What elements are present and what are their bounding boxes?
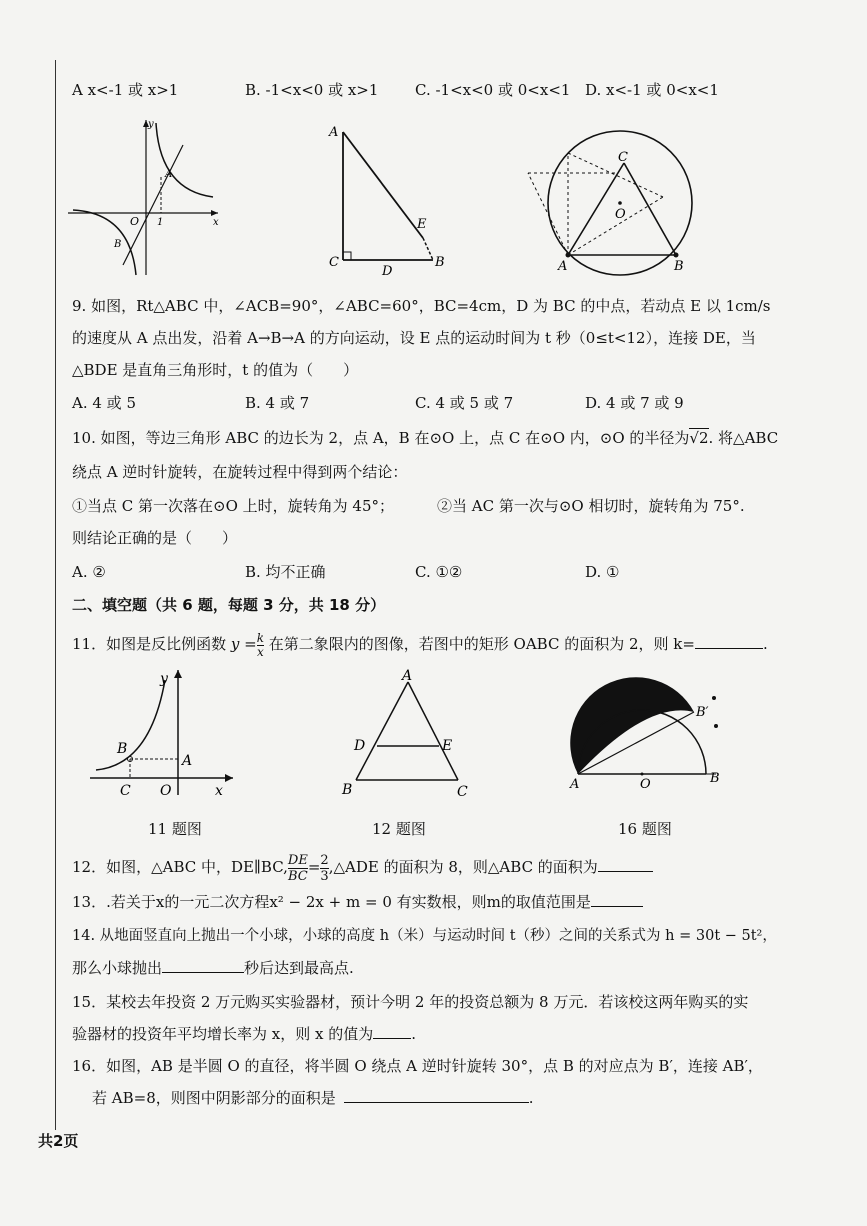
q10-conclusion-1: ①当点 C 第一次落在⊙O 上时，旋转角为 45°； bbox=[72, 497, 395, 515]
fig-q11-label-o: O bbox=[160, 783, 172, 799]
q14-line-2 bbox=[72, 958, 354, 978]
q10-sqrt: √2 bbox=[689, 429, 709, 447]
q15-line-2-pre: 验器材的投资年平均增长率为 x，则 x 的值为 bbox=[72, 1025, 374, 1043]
q9-line-3: △BDE 是直角三角形时，t 的值为（ ） bbox=[72, 361, 359, 379]
q13-text bbox=[72, 892, 643, 912]
fig-q9-label-d: D bbox=[382, 264, 393, 279]
fig-q9-label-a: A bbox=[329, 125, 339, 140]
binding-margin-line bbox=[55, 60, 56, 1130]
fig-q9-label-c: C bbox=[329, 255, 339, 270]
fig-q10-label-o: O bbox=[615, 207, 626, 222]
figure-q12-triangle bbox=[340, 668, 475, 800]
q10-conclusion-2: ②当 AC 第一次与⊙O 相切时，旋转角为 75°. bbox=[437, 497, 745, 515]
q11-frac-den: x bbox=[256, 644, 264, 659]
q13-body: 13．.若关于x的一元二次方程x² − 2x + m = 0 有实数根，则m的取值范围是 bbox=[72, 893, 591, 911]
fig-q8-label-a: A bbox=[165, 169, 173, 180]
fig-q16-label-b: B bbox=[710, 771, 720, 786]
q12-frac-value bbox=[320, 853, 328, 884]
figure-q8-hyperbola bbox=[68, 115, 228, 280]
figure-q16-rotated-semicircle bbox=[568, 672, 728, 797]
q8-option-b: B. -1<x<0 或 x>1 bbox=[245, 81, 379, 99]
fig-q12-label-e: E bbox=[442, 738, 453, 754]
q11-fraction bbox=[257, 632, 264, 659]
fig-q12-label-d: D bbox=[354, 738, 366, 754]
q11-frac-num: k bbox=[256, 630, 264, 645]
q9-line-2: 的速度从 A 点出发，沿着 A→B→A 的方向运动，设 E 点的运动时间为 t 秒（0≤t<12），连接 DE，当 bbox=[72, 329, 756, 347]
q15-line-2-post: . bbox=[411, 1025, 417, 1043]
q9-option-a: A. 4 或 5 bbox=[72, 394, 136, 412]
q15-line-1: 15．某校去年投资 2 万元购买实验器材，预计今明 2 年的投资总额为 8 万元．若该校这两年购买的实 bbox=[72, 993, 749, 1011]
q16-line-2-pre: 若 AB=8，则图中阴影部分的面积是 bbox=[92, 1089, 336, 1107]
section-heading-fill-in: 二、填空题（共 6 题，每题 3 分，共 18 分） bbox=[72, 596, 386, 614]
q10-line-1-end: . 将△ABC bbox=[708, 429, 779, 447]
caption-q12-figure: 12 题图 bbox=[372, 820, 426, 838]
q11-post: 在第二象限内的图像，若图中的矩形 OABC 的面积为 2，则 k= bbox=[268, 635, 695, 653]
q12-frac-den: BC bbox=[288, 868, 308, 884]
q10-option-a: A. ② bbox=[72, 563, 106, 581]
q12-val-den: 3 bbox=[320, 868, 329, 884]
q16-answer-blank[interactable] bbox=[344, 1088, 529, 1103]
q14-answer-blank[interactable] bbox=[162, 958, 244, 973]
q9-line-1: 9. 如图，Rt△ABC 中，∠ACB=90°，∠ABC=60°，BC=4cm，D 为 BC 的中点，若动点 E 以 1cm/s bbox=[72, 297, 771, 315]
caption-q11-figure: 11 题图 bbox=[148, 820, 202, 838]
q11-func-y: y = bbox=[230, 635, 257, 653]
q14-line-2-post: 秒后达到最高点. bbox=[244, 959, 354, 977]
q12-val-num: 2 bbox=[320, 852, 329, 868]
q15-answer-blank[interactable] bbox=[373, 1024, 411, 1039]
q10-option-c: C. ①② bbox=[415, 563, 463, 581]
q12-frac-de-bc bbox=[288, 853, 308, 884]
q8-option-d: D. x<-1 或 0<x<1 bbox=[585, 81, 719, 99]
fig-q16-label-b-prime: B′ bbox=[696, 705, 709, 720]
q11-answer-blank[interactable] bbox=[695, 634, 763, 649]
q12-pre: 12．如图，△ABC 中，DE∥BC, bbox=[72, 858, 288, 876]
fig-q16-label-o: O bbox=[640, 777, 651, 792]
q11-pre: 11．如图是反比例函数 bbox=[72, 635, 227, 653]
caption-q16-figure: 16 题图 bbox=[618, 820, 672, 838]
q10-option-b: B. 均不正确 bbox=[245, 563, 326, 581]
fig-q11-label-x: x bbox=[215, 783, 223, 799]
fig-q12-label-b: B bbox=[342, 782, 353, 798]
fig-q10-label-a: A bbox=[558, 259, 568, 274]
fig-q11-label-c: C bbox=[120, 783, 131, 799]
q16-line-2-post: . bbox=[528, 1089, 534, 1107]
fig-q16-label-a: A bbox=[570, 777, 580, 792]
fig-q8-label-x: x bbox=[213, 217, 219, 228]
q16-line-1: 16．如图，AB 是半圆 O 的直径，将半圆 O 绕点 A 逆时针旋转 30°，点 B 的对应点为 B′，连接 AB′， bbox=[72, 1057, 763, 1075]
figure-q9-right-triangle bbox=[325, 120, 455, 280]
page-count-footer: 共2页 bbox=[38, 1132, 79, 1150]
q12-answer-blank[interactable] bbox=[598, 857, 653, 872]
fig-q8-label-b: B bbox=[114, 239, 122, 250]
q15-line-2 bbox=[72, 1024, 416, 1044]
fig-q12-label-a: A bbox=[402, 668, 413, 684]
figure-q11-reciprocal-graph bbox=[90, 665, 240, 800]
fig-q12-label-c: C bbox=[457, 784, 468, 800]
fig-q8-label-o: O bbox=[130, 215, 140, 228]
fig-q11-label-y: y bbox=[160, 671, 168, 687]
q10-line-1 bbox=[72, 428, 778, 448]
q14-line-2-pre: 那么小球抛出 bbox=[72, 959, 163, 977]
q12-frac-num: DE bbox=[287, 852, 308, 868]
q16-line-2 bbox=[92, 1088, 534, 1108]
fig-q9-label-b: B bbox=[435, 255, 445, 270]
q11-func bbox=[230, 630, 264, 659]
fig-q8-label-y: y bbox=[148, 119, 154, 130]
fig-q10-label-c: C bbox=[618, 150, 628, 165]
q12-post: ,△ADE 的面积为 8，则△ABC 的面积为 bbox=[328, 858, 598, 876]
q12-eq: = bbox=[307, 858, 321, 876]
q10-line-4: 则结论正确的是（ ） bbox=[72, 529, 238, 547]
fig-q11-label-b: B bbox=[117, 741, 128, 757]
q12-text bbox=[72, 850, 653, 884]
q11-end: . bbox=[762, 635, 768, 653]
q13-answer-blank[interactable] bbox=[591, 892, 643, 907]
q14-line-1: 14. 从地面竖直向上抛出一个小球，小球的高度 h（米）与运动时间 t（秒）之间的关系式为 h = 30t − 5t²， bbox=[72, 928, 777, 944]
fig-q8-label-1: 1 bbox=[157, 217, 164, 228]
q10-line-1-text: 10. 如图，等边三角形 ABC 的边长为 2，点 A，B 在⊙O 上，点 C 在⊙O 内，⊙O 的半径为 bbox=[72, 429, 690, 447]
q9-option-d: D. 4 或 7 或 9 bbox=[585, 394, 684, 412]
q9-option-c: C. 4 或 5 或 7 bbox=[415, 394, 514, 412]
q11-text bbox=[72, 630, 768, 658]
q10-option-d: D. ① bbox=[585, 563, 620, 581]
fig-q9-label-e: E bbox=[417, 217, 427, 232]
q8-option-a: A x<-1 或 x>1 bbox=[72, 81, 179, 99]
figure-q10-circle-triangle bbox=[518, 115, 708, 280]
fig-q11-label-a: A bbox=[182, 753, 193, 769]
q8-option-c: C. -1<x<0 或 0<x<1 bbox=[415, 81, 571, 99]
q9-option-b: B. 4 或 7 bbox=[245, 394, 310, 412]
q10-line-2: 绕点 A 逆时针旋转，在旋转过程中得到两个结论： bbox=[72, 463, 408, 481]
fig-q10-label-b: B bbox=[674, 259, 684, 274]
